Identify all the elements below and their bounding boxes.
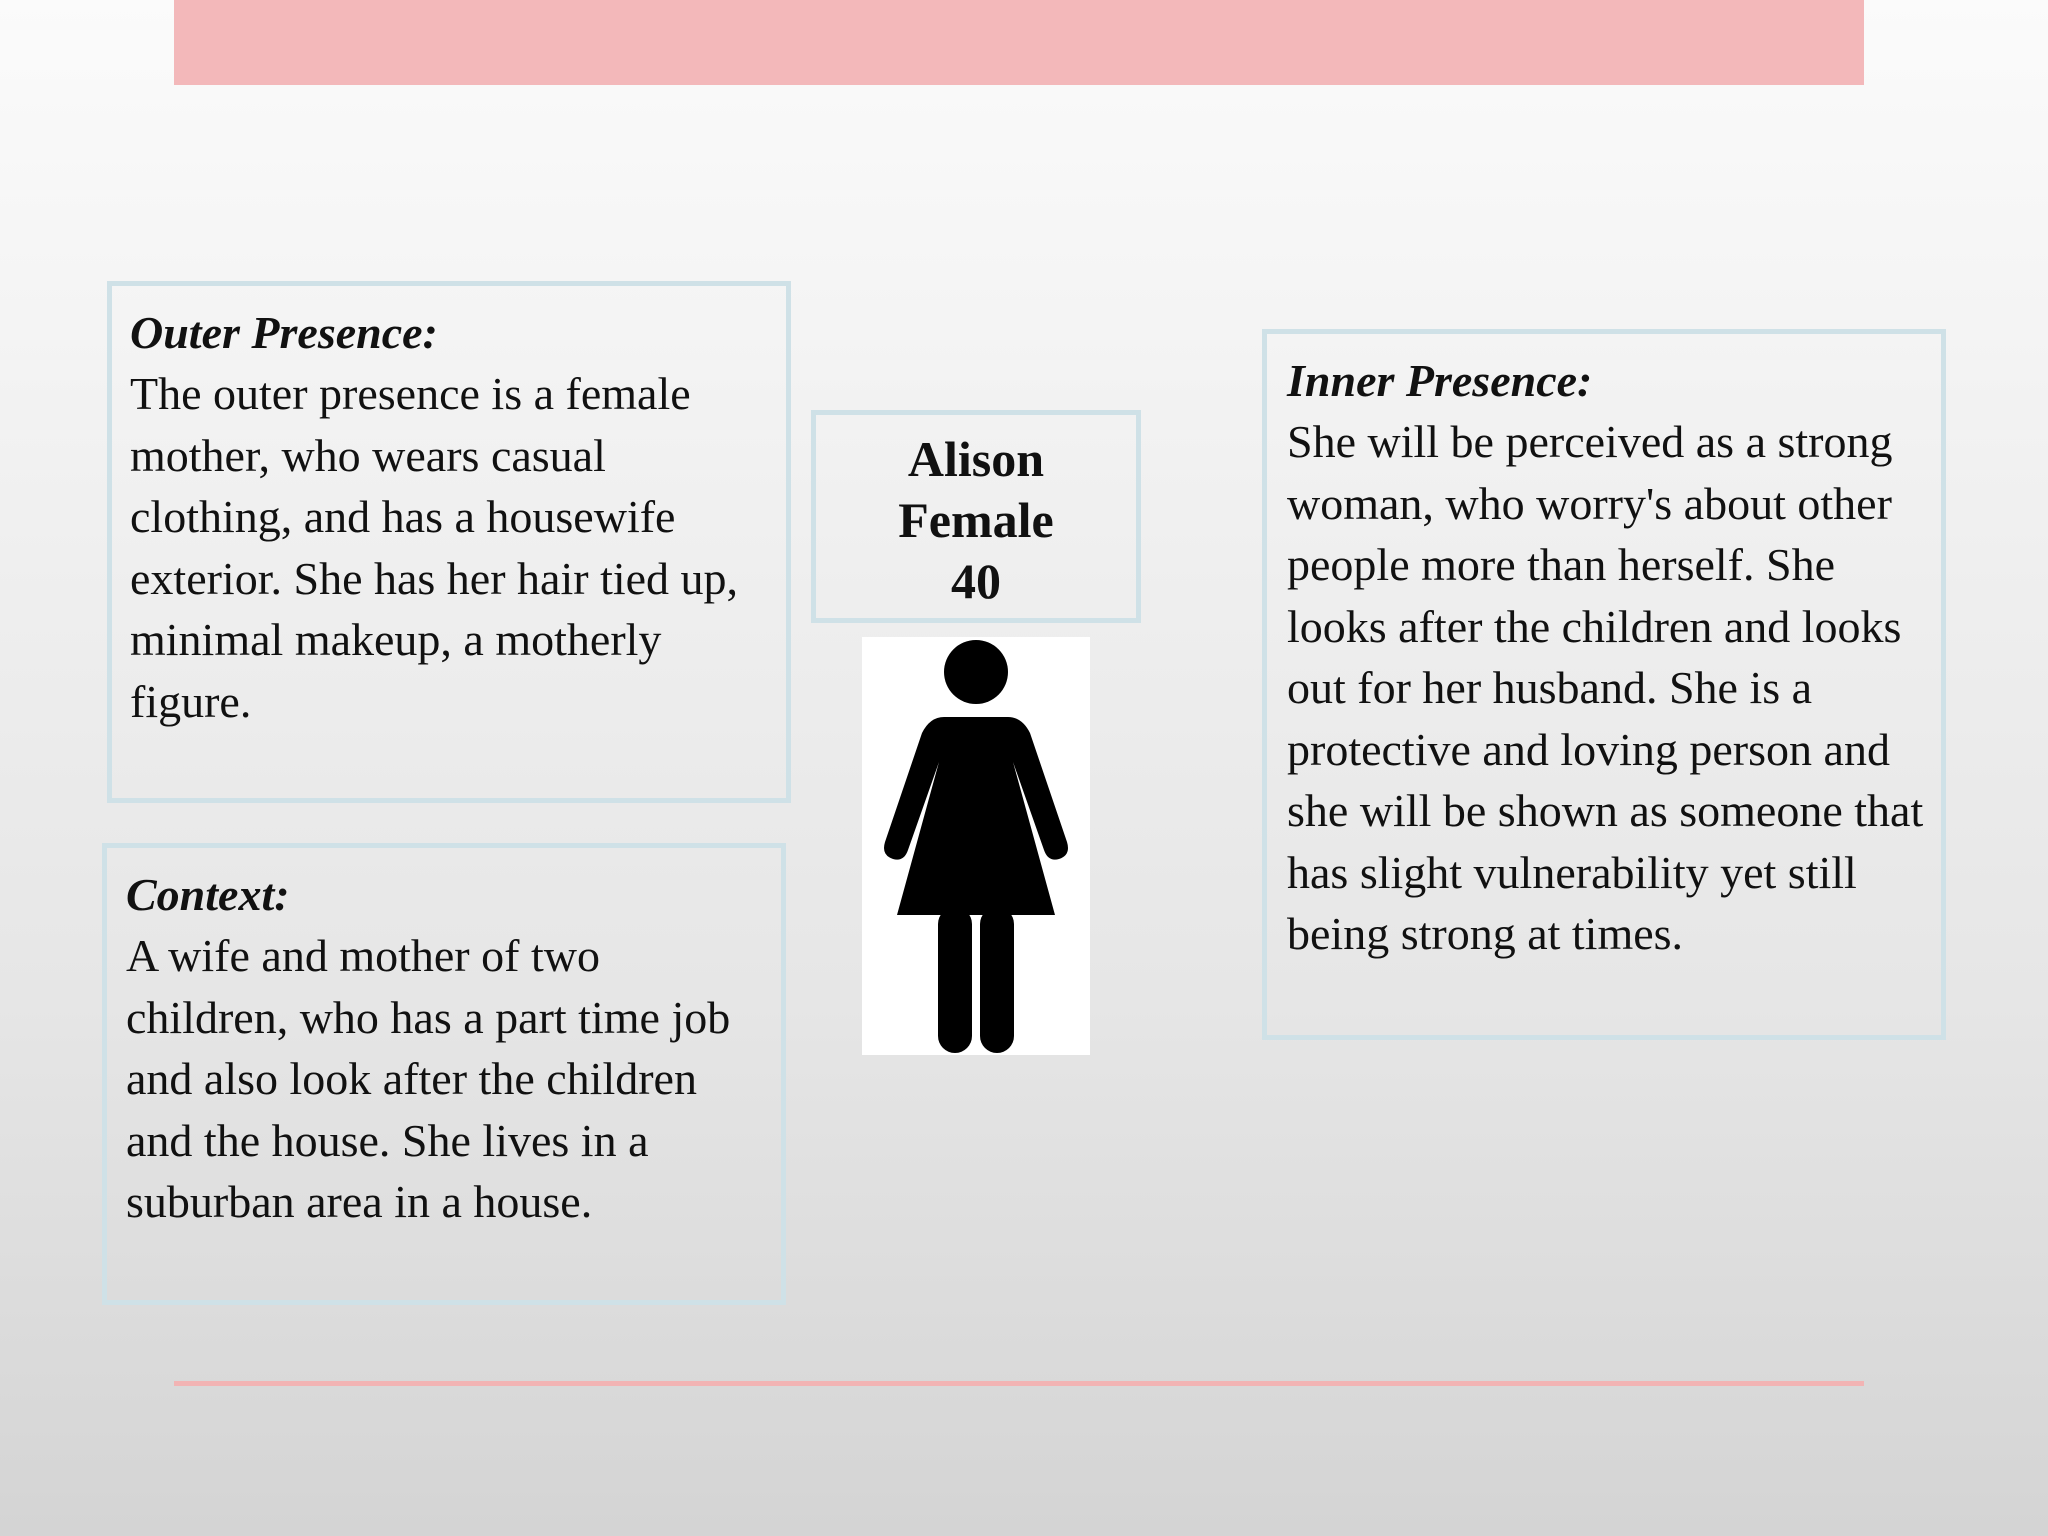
header-band <box>174 0 1864 85</box>
context-box <box>102 843 786 1305</box>
figure-left-leg <box>938 907 972 1053</box>
character-age: 40 <box>951 553 1001 609</box>
outer-presence-box <box>107 281 791 803</box>
inner-presence-heading: Inner Presence: <box>1287 355 1593 406</box>
figure-head <box>944 640 1008 704</box>
context-heading: Context: <box>126 869 290 920</box>
character-gender: Female <box>898 492 1054 548</box>
footer-rule <box>174 1381 1864 1386</box>
inner-presence-text: She will be perceived as a strong woman, who worry's about other people more than herself. She looks after the children and looks out for her husband. She is a protective and loving person and she will be shown as someone that has slight vulnerability yet still being strong at times. <box>1287 416 1924 959</box>
context-text: A wife and mother of two children, who has a part time job and also look after the children and the house. She lives in a suburban area in a house. <box>126 930 731 1227</box>
figure-right-leg <box>980 907 1014 1053</box>
figure-dress <box>884 717 1068 915</box>
inner-presence-box <box>1262 329 1946 1040</box>
female-figure-icon <box>862 637 1090 1055</box>
character-info-box <box>811 410 1141 623</box>
outer-presence-text: The outer presence is a female mother, who wears casual clothing, and has a housewife exterior. She has her hair tied up, minimal makeup, a motherly figure. <box>130 368 739 727</box>
character-name: Alison <box>907 431 1045 487</box>
outer-presence-heading: Outer Presence: <box>130 307 438 358</box>
